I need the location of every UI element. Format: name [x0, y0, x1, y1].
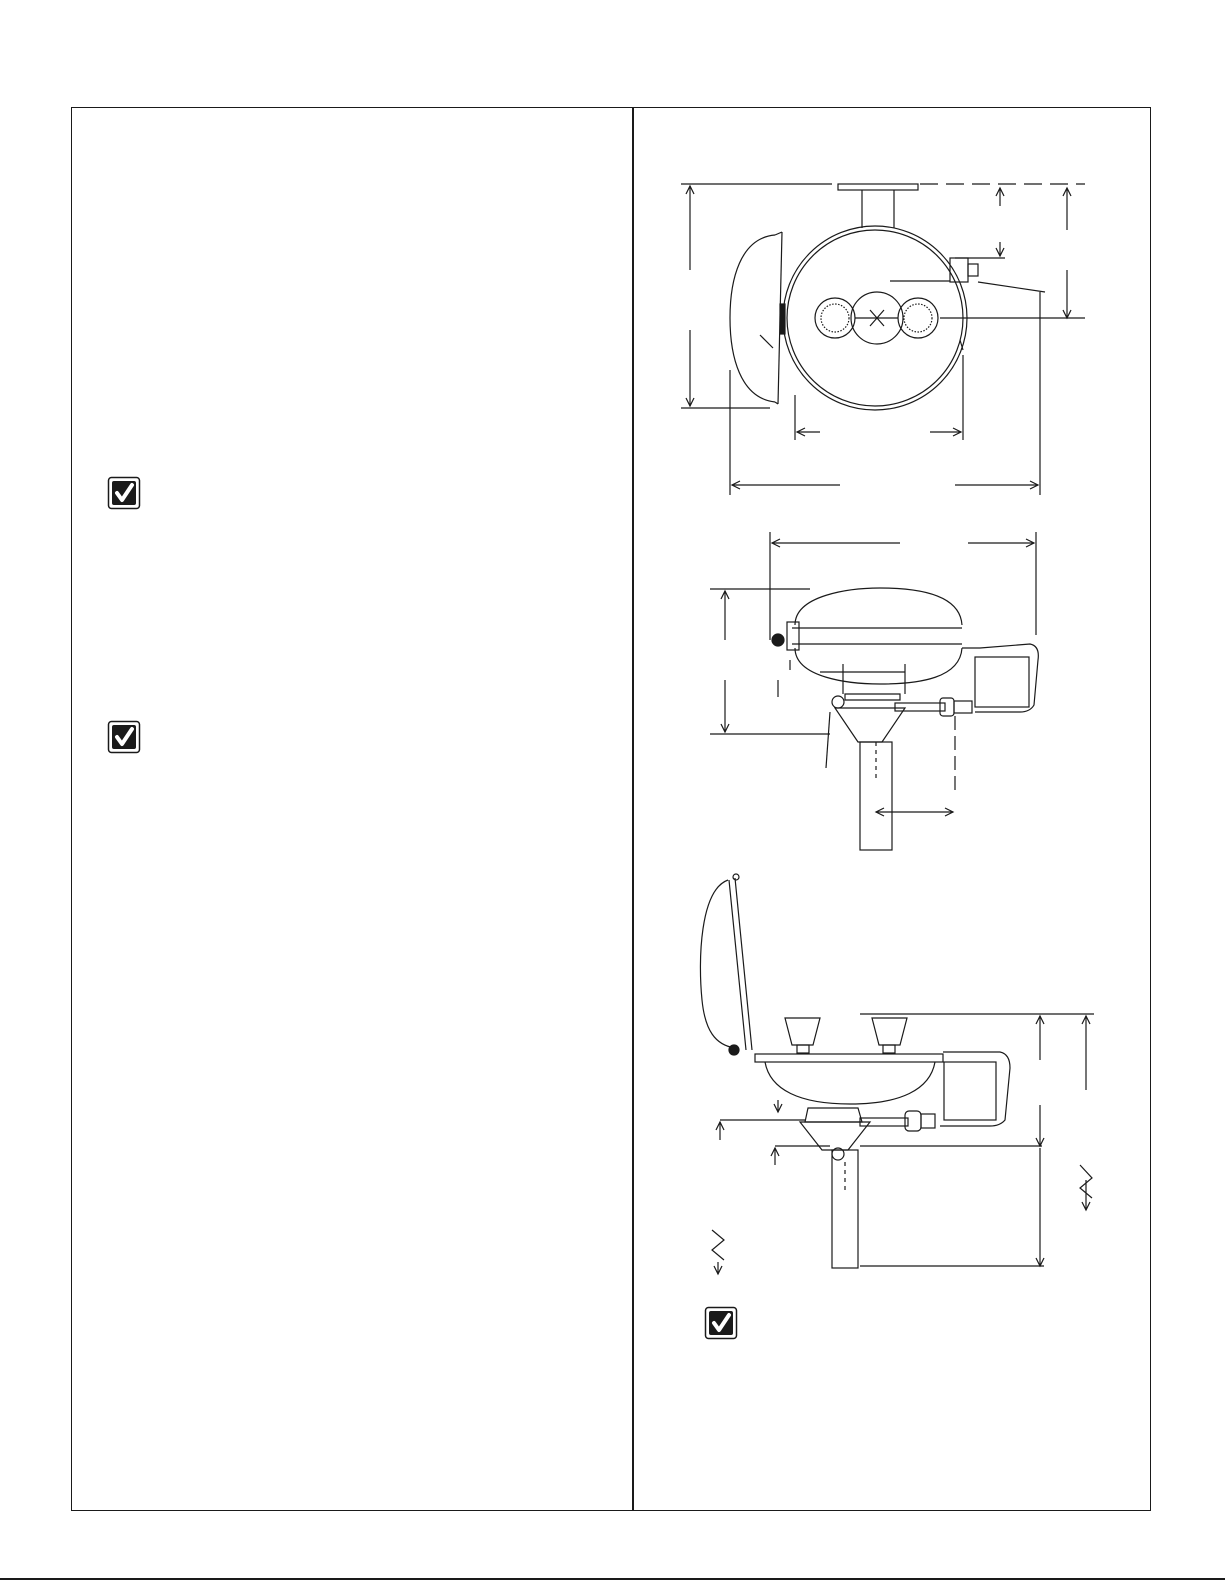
- eyewash-top-view-drawing: [681, 184, 1085, 495]
- eyewash-side-view-drawing: [710, 532, 1038, 850]
- bottom-rule: [0, 1578, 1225, 1580]
- eyewash-open-lid-drawing: [700, 874, 1094, 1274]
